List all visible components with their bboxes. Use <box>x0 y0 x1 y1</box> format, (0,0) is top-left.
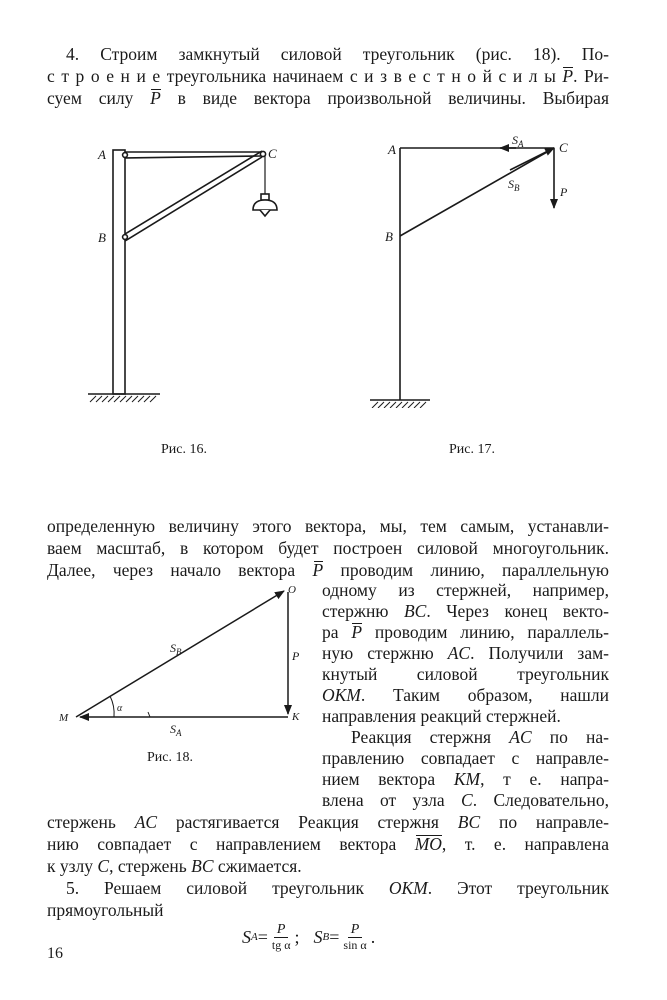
label-A: A <box>98 147 106 162</box>
caption-fig-16: Рис. 16. <box>161 442 207 457</box>
label-P: P <box>560 185 568 199</box>
label-SB: $S_B$ <box>170 641 182 657</box>
label-angle: α <box>117 703 123 714</box>
text-line: к узлу C, стержень BC сжимается. <box>47 856 302 876</box>
text-line: OKM. Таким образом, нашли <box>322 685 609 705</box>
figure-16 <box>80 138 300 408</box>
vector-P: P <box>150 88 161 108</box>
text-line: Реакция стержня AC по на- <box>351 727 609 747</box>
page-number: 16 <box>47 945 63 962</box>
text-line: стержень AC растягивается Реакция стержня BC по направле- <box>47 812 610 832</box>
figure-18 <box>52 580 312 740</box>
label-SA: $S_A$ <box>512 133 524 149</box>
text-line: влена от узла C. Следовательно, <box>322 790 609 810</box>
text-line: кнутый силовой треугольник <box>322 664 609 684</box>
text-line: одному из стержней, например, <box>322 580 609 600</box>
text-line: стержню BC. Через конец векто- <box>322 601 609 621</box>
label-A: A <box>388 142 396 157</box>
text-line: Далее, через начало вектора P проводим линию, параллельную <box>47 560 609 580</box>
vector-MO: MO <box>414 834 442 854</box>
formula: S A = $\frac{P}{\text{tg α}}$ ; S B = $\frac{P}{\text{sin α}}$ . <box>242 921 376 952</box>
vector-P: P <box>562 66 574 86</box>
text-line: ваем масштаб, в котором будет построен силовой многоугольник. <box>47 538 609 558</box>
label-C: C <box>268 146 277 161</box>
text-line: направления реакций стержней. <box>322 706 561 726</box>
text-line: правлению совпадает с направле- <box>322 748 609 768</box>
label-M: M <box>59 712 69 724</box>
caption-fig-17: Рис. 17. <box>449 442 495 457</box>
text-line: прямоугольный <box>47 900 164 920</box>
figure-17 <box>360 128 590 408</box>
vector-P: P <box>312 560 324 580</box>
text-line: нию совпадает с направлением вектора MO, т. е. направлена <box>47 834 609 854</box>
text-line: нием вектора KM, т е. напра- <box>322 769 609 789</box>
label-B: B <box>385 229 393 244</box>
label-O: O <box>288 584 296 596</box>
label-SA: $S_A$ <box>170 722 182 738</box>
text-line: 5. Решаем силовой треугольник OKM. Этот треугольник <box>66 878 609 898</box>
label-K: K <box>292 711 300 723</box>
label-SB: $S_B$ <box>508 177 520 193</box>
caption-fig-18: Рис. 18. <box>147 750 193 765</box>
text-line: ра P проводим линию, параллель- <box>322 622 609 642</box>
text-line: суем силу P в виде вектора произвольной величины. Выбирая <box>47 88 609 108</box>
vector-P: P <box>351 622 363 642</box>
label-B: B <box>98 230 106 245</box>
label-C: C <box>559 140 568 155</box>
label-P: P <box>292 649 300 663</box>
text-line: ную стержню AC. Получили зам- <box>322 643 609 663</box>
text-line: с т р о е н и е треугольника начинаем с и з в е с т н о й с и л ы P. Ри- <box>47 66 609 86</box>
text-line: 4. Строим замкнутый силовой треугольник (рис. 18). По- <box>66 44 609 64</box>
text-line: определенную величину этого вектора, мы, тем самым, устанавли- <box>47 516 609 536</box>
